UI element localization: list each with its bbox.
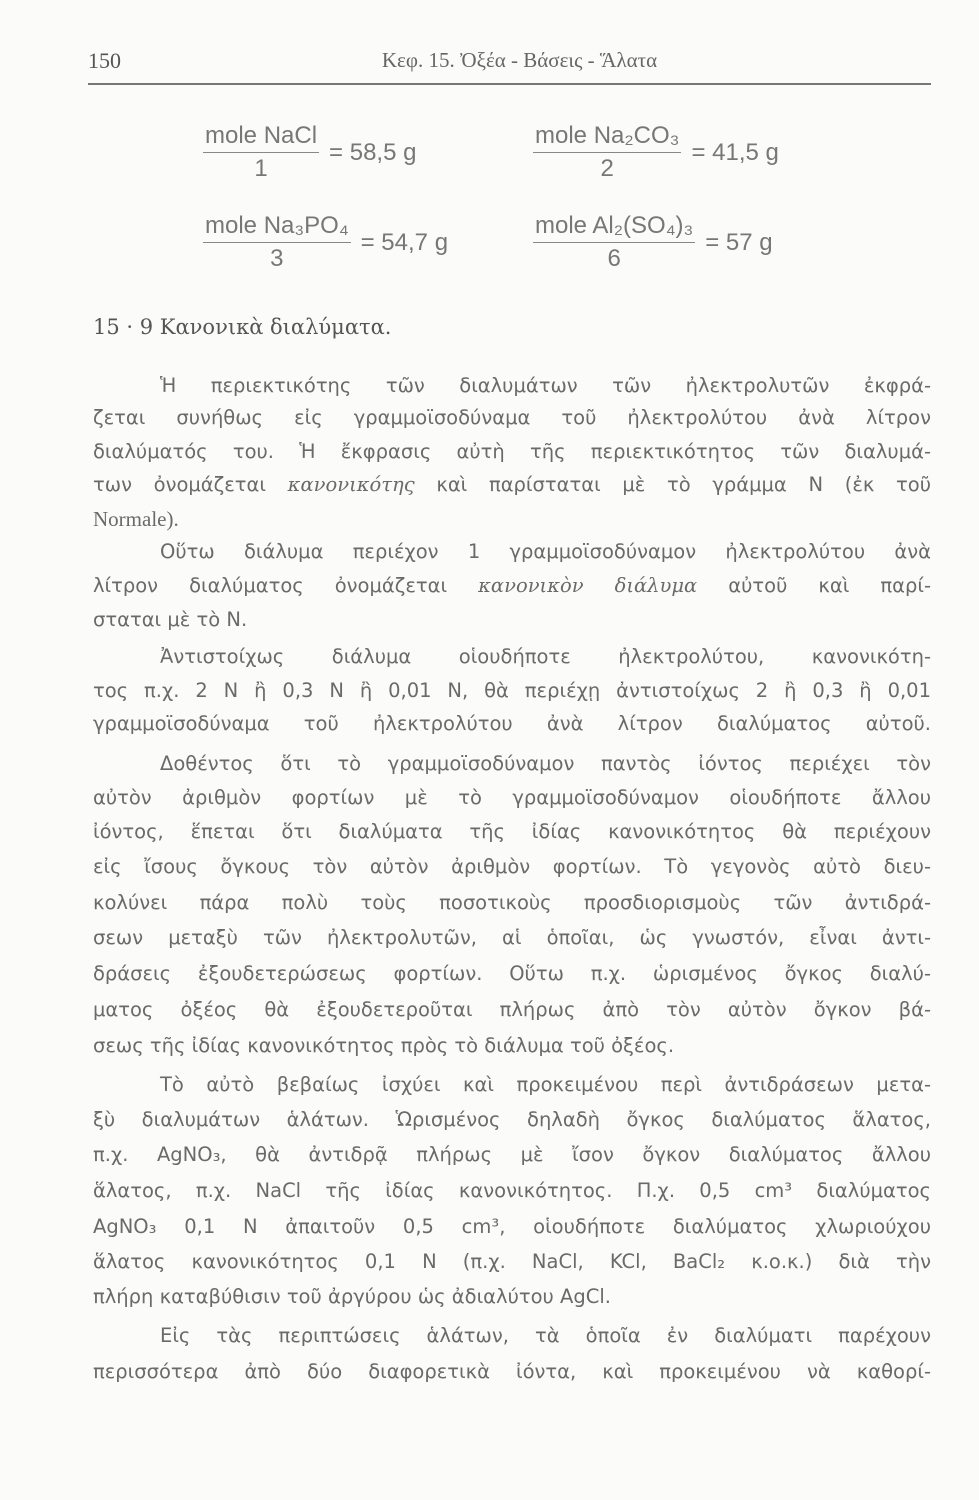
- text-segment: Εἰς τὰς περιπτώσεις ἁλάτων, τὰ ὁποῖα ἐν διαλύματι παρέχουν: [160, 1324, 931, 1347]
- text-line: [93, 1246, 931, 1278]
- header-rule: [88, 83, 931, 85]
- text-line: [160, 370, 931, 402]
- text-segment: ζεται συνήθως εἰς γραμμοϊσοδύναμα τοῦ ἠλεκτρολύτου ἀνὰ λίτρον: [93, 406, 931, 429]
- text-segment: Τὸ αὐτὸ βεβαίως ἰσχύει καὶ προκειμένου περὶ ἀντιδράσεων μετα-: [160, 1073, 931, 1096]
- text-segment: Ἡ περιεκτικότης τῶν διαλυμάτων τῶν ἠλεκτρολυτῶν ἐκφρά-: [160, 374, 931, 397]
- page-header: [88, 48, 931, 78]
- text-line: [160, 748, 931, 780]
- text-line: [93, 1104, 931, 1136]
- equation-na2co3: [533, 122, 779, 183]
- text-segment: γραμμοϊσοδύναμα τοῦ ἠλεκτρολύτου ἀνὰ λίτρον διαλύματος αὐτοῦ.: [93, 712, 931, 735]
- text-line: [93, 503, 931, 535]
- text-segment: εἰς ἴσους ὄγκους τὸν αὐτὸν ἀριθμὸν φορτίων. Τὸ γεγονὸς αὐτὸ διευ-: [93, 855, 931, 878]
- text-line: [93, 816, 931, 848]
- text-line: [93, 1175, 931, 1207]
- text-segment: σταται μὲ τὸ N.: [93, 608, 248, 631]
- text-line: [160, 641, 931, 673]
- text-line: [93, 958, 931, 990]
- text-line: [93, 436, 931, 468]
- fraction-numerator: mole Na₃PO₄: [203, 212, 351, 243]
- text-line: [160, 536, 931, 568]
- fraction: [203, 212, 351, 273]
- text-segment: Δοθέντος ὅτι τὸ γραμμοϊσοδύναμον παντὸς ἰόντος περιέχει τὸν: [160, 752, 931, 775]
- text-line: [93, 851, 931, 883]
- text-segment: ἰόντος, ἕπεται ὅτι διαλύματα τῆς ἰδίας κανονικότητος θὰ περιέχουν: [93, 820, 931, 843]
- equation-na3po4: [203, 212, 448, 273]
- text-line: [93, 922, 931, 954]
- text-line: [93, 1356, 931, 1388]
- text-line: [93, 1281, 931, 1313]
- equation-result: = 54,7 g: [360, 228, 449, 256]
- text-segment: ἅλατος κανονικότητος 0,1 N (π.χ. NaCl, KCl, BaCl₂ κ.ο.κ.) διὰ τὴν: [93, 1250, 931, 1273]
- text-line: [160, 1320, 931, 1352]
- emphasis-term: κανονικότης: [287, 473, 415, 496]
- text-segment: AgNO₃ 0,1 N ἀπαιτοῦν 0,5 cm³, οἱουδήποτε διαλύματος χλωριούχου: [93, 1215, 931, 1238]
- text-line: [93, 675, 931, 707]
- text-segment: λίτρον διαλύματος ὀνομάζεται: [93, 574, 479, 597]
- text-segment: καὶ παρίσταται μὲ τὸ γράμμα N (ἐκ τοῦ: [414, 473, 931, 496]
- text-line: [93, 1030, 931, 1062]
- fraction-denominator: 2: [600, 155, 614, 182]
- text-segment: ἅλατος, π.χ. NaCl τῆς ἰδίας κανονικότητος. Π.χ. 0,5 cm³ διαλύματος: [93, 1179, 931, 1202]
- page-number: 150: [88, 48, 121, 73]
- fraction: [533, 122, 681, 183]
- section-heading: 15 · 9 Κανονικὰ διαλύματα.: [93, 315, 392, 339]
- text-segment: Ἀντιστοίχως διάλυμα οἱουδήποτε ἠλεκτρολύτου, κανονικότη-: [160, 645, 931, 668]
- fraction-numerator: mole NaCl: [203, 122, 319, 153]
- text-line: [93, 708, 931, 740]
- equation-result: = 57 g: [705, 228, 773, 256]
- text-segment: τος π.χ. 2 N ἢ 0,3 N ἢ 0,01 N, θὰ περιέχῃ ἀντιστοίχως 2 ἢ 0,3 ἢ 0,01: [93, 679, 931, 702]
- text-line: [93, 1211, 931, 1243]
- text-line: [93, 782, 931, 814]
- text-segment: αὐτὸν ἀριθμὸν φορτίων μὲ τὸ γραμμοϊσοδύναμον οἱουδήποτε ἄλλου: [93, 786, 931, 809]
- text-line: [93, 887, 931, 919]
- running-title: Κεφ. 15. Ὀξέα - Βάσεις - Ἅλατα: [381, 48, 658, 72]
- fraction: [533, 212, 695, 273]
- emphasis-term: κανονικὸν διάλυμα: [478, 574, 698, 597]
- fraction-denominator: 1: [254, 155, 268, 182]
- fraction-denominator: 3: [270, 245, 284, 272]
- text-segment: ξὺ διαλυμάτων ἁλάτων. Ὡρισμένος δηλαδὴ ὄγκος διαλύματος ἅλατος,: [93, 1108, 931, 1131]
- text-segment: σεως τῆς ἰδίας κανονικότητος πρὸς τὸ διάλυμα τοῦ ὀξέος.: [93, 1034, 675, 1057]
- text-segment: Οὕτω διάλυμα περιέχον 1 γραμμοϊσοδύναμον ἠλεκτρολύτου ἀνὰ: [160, 540, 931, 563]
- text-line: [93, 469, 931, 501]
- text-segment: π.χ. AgNO₃, θὰ ἀντιδρᾷ πλήρως μὲ ἴσον ὄγκον διαλύματος ἄλλου: [93, 1143, 931, 1166]
- text-segment: δράσεις ἐξουδετερώσεως φορτίων. Οὕτω π.χ. ὡρισμένος ὄγκος διαλύ-: [93, 962, 931, 985]
- text-line: [160, 1069, 931, 1101]
- text-segment: ματος ὀξέος θὰ ἐξουδετεροῦται πλήρως ἀπὸ τὸν αὐτὸν ὄγκον βά-: [93, 998, 931, 1021]
- text-segment: Normale).: [93, 507, 179, 531]
- text-segment: των ὀνομάζεται: [93, 473, 288, 496]
- text-line: [93, 570, 931, 602]
- text-segment: αὐτοῦ καὶ παρί-: [697, 574, 931, 597]
- text-segment: διαλύματός του. Ἡ ἔκφρασις αὐτὴ τῆς περιεκτικότητος τῶν διαλυμά-: [93, 440, 931, 463]
- text-line: [93, 994, 931, 1026]
- text-segment: σεων μεταξὺ τῶν ἠλεκτρολυτῶν, αἱ ὁποῖαι, ὡς γνωστόν, εἶναι ἀντι-: [93, 926, 931, 949]
- fraction: [203, 122, 319, 183]
- equation-nacl: [203, 122, 416, 183]
- text-line: [93, 1139, 931, 1171]
- equation-al2so43: [533, 212, 773, 273]
- equation-result: = 58,5 g: [329, 138, 417, 166]
- text-segment: κολύνει πάρα πολὺ τοὺς ποσοτικοὺς προσδιορισμοὺς τῶν ἀντιδρά-: [93, 891, 931, 914]
- fraction-numerator: mole Na₂CO₃: [533, 122, 681, 153]
- text-segment: περισσότερα ἀπὸ δύο διαφορετικὰ ἰόντα, καὶ προκειμένου νὰ καθορί-: [93, 1360, 931, 1383]
- text-segment: πλήρη καταβύθισιν τοῦ ἀργύρου ὡς ἀδιαλύτου AgCl.: [93, 1285, 611, 1308]
- text-line: [93, 402, 931, 434]
- text-line: [93, 604, 931, 636]
- fraction-denominator: 6: [607, 245, 621, 272]
- equation-result: = 41,5 g: [691, 138, 779, 166]
- fraction-numerator: mole Al₂(SO₄)₃: [533, 212, 695, 243]
